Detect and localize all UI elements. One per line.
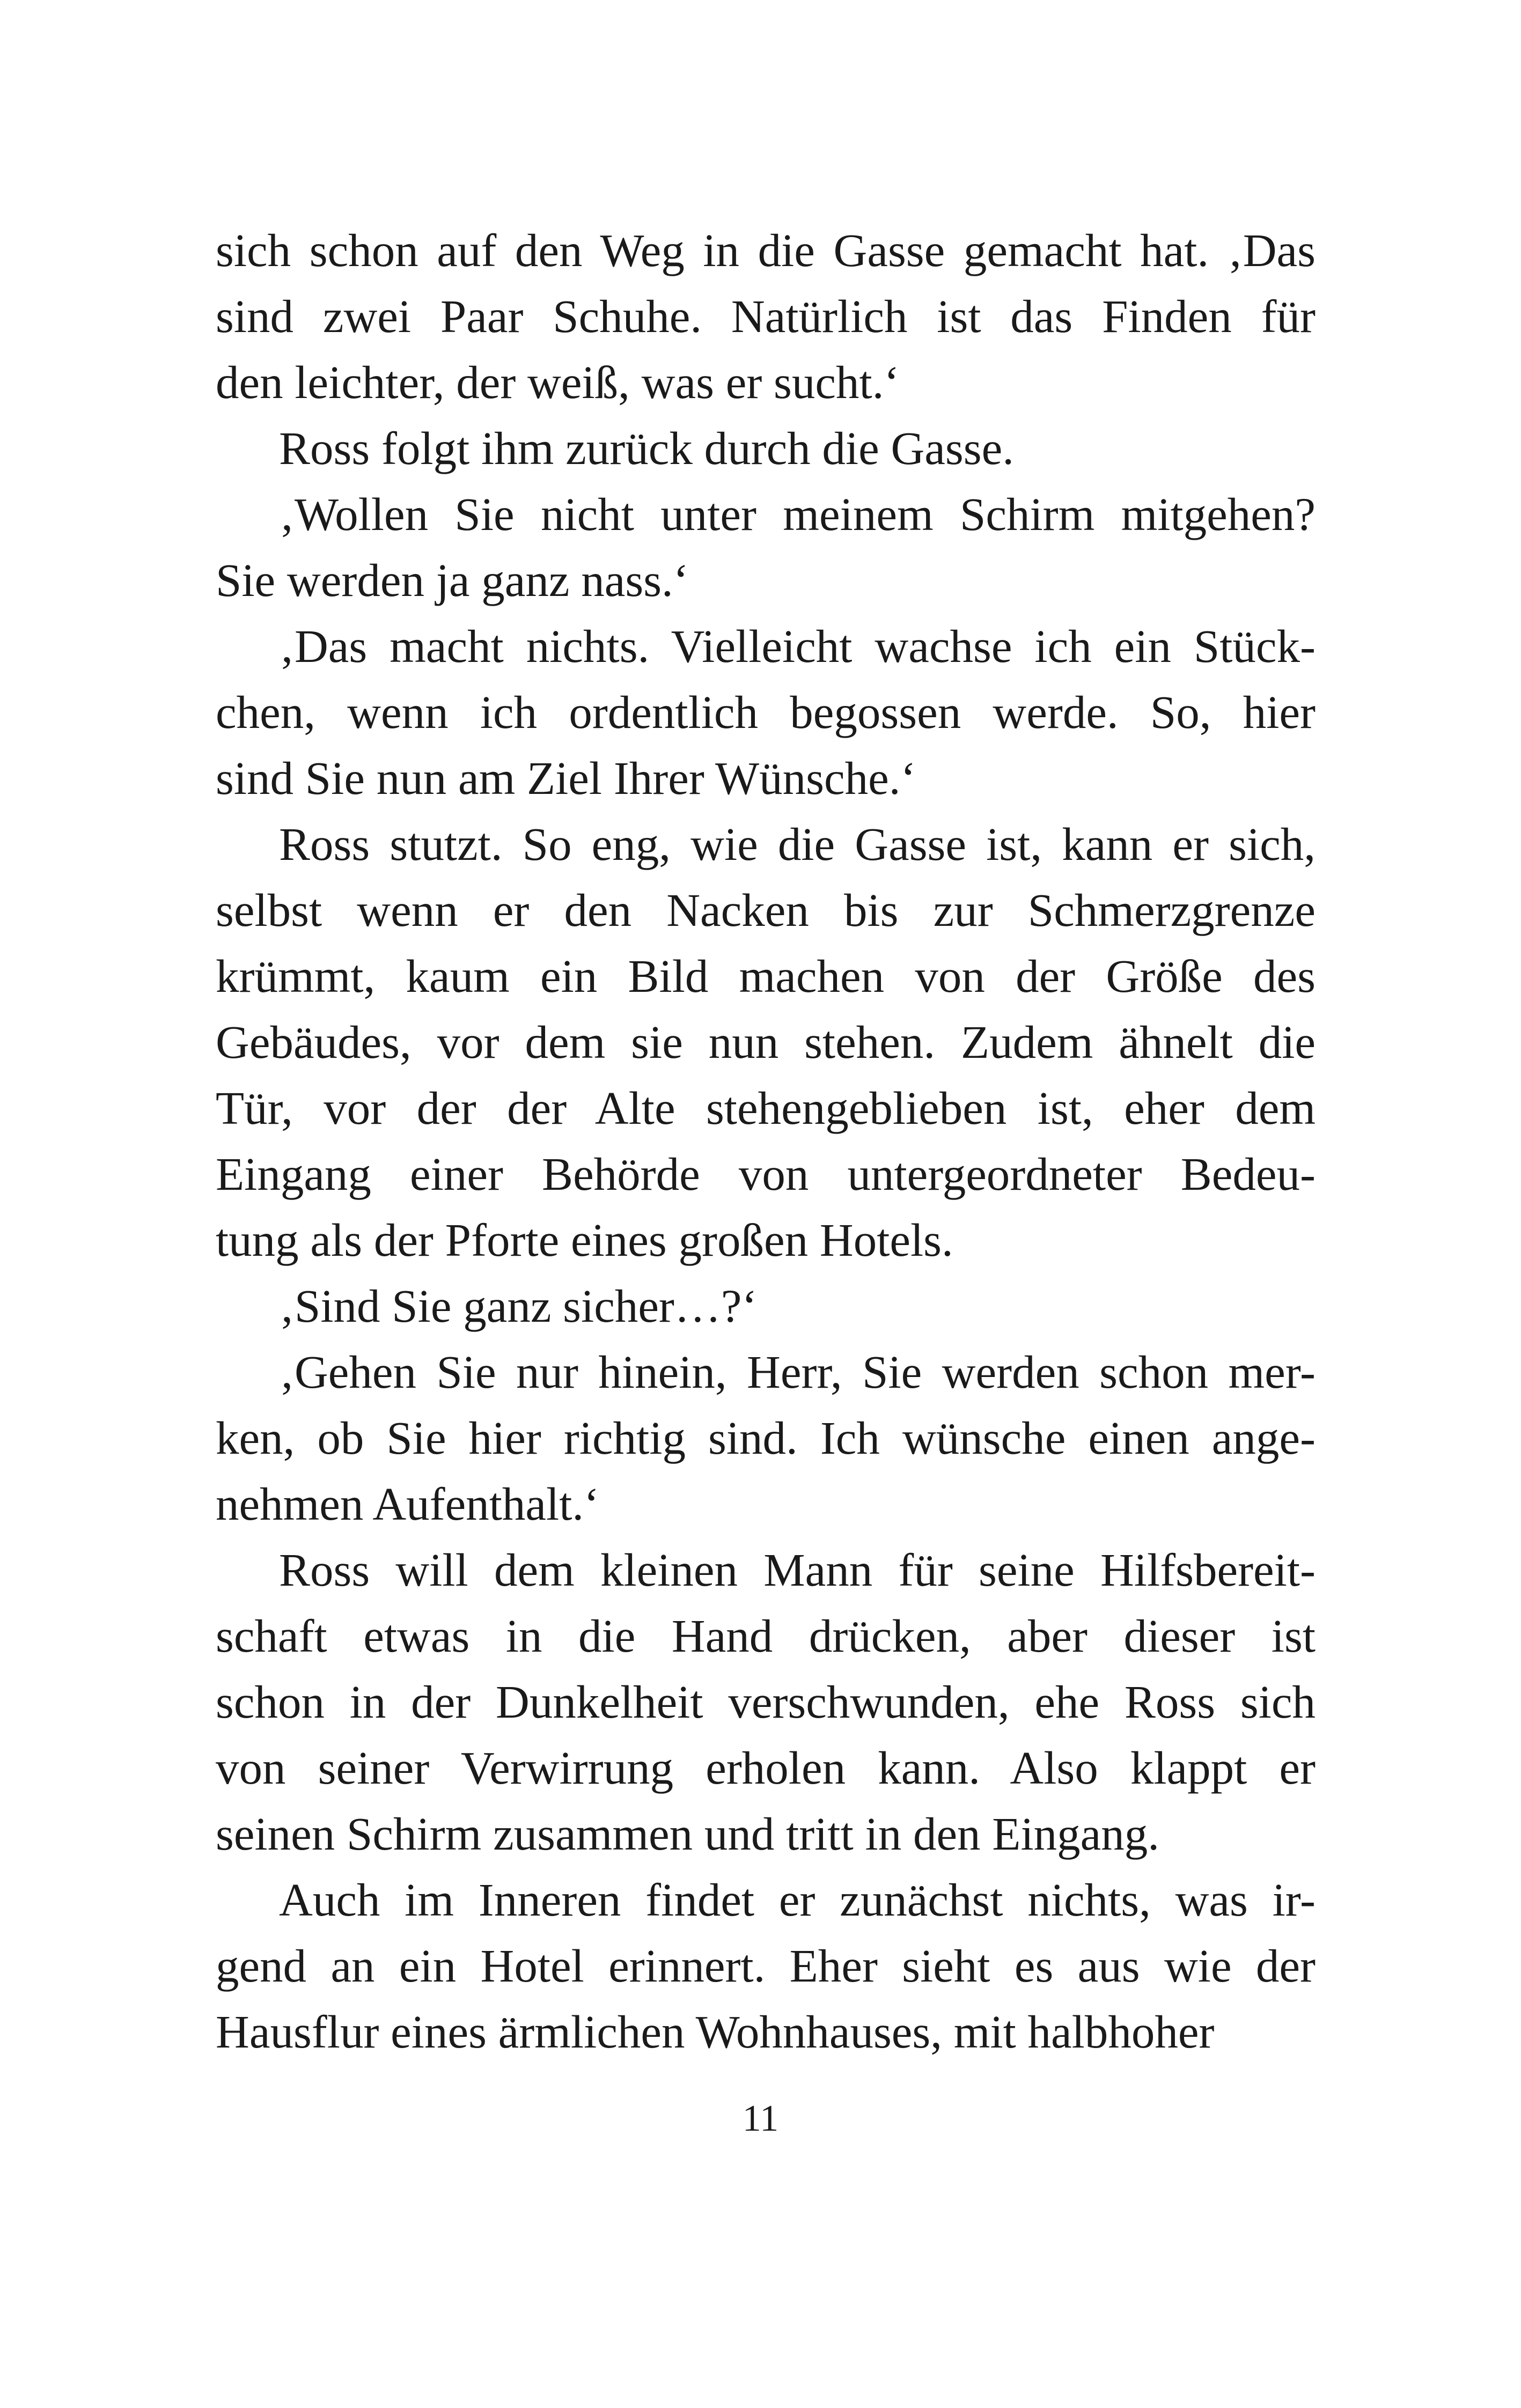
text-line: Auch im Inneren findet er zunächst nichts, was ir- bbox=[279, 1874, 1316, 1926]
text-line: ‚Gehen Sie nur hinein, Herr, Sie werden schon mer- bbox=[279, 1346, 1316, 1398]
paragraph bbox=[216, 1867, 1316, 2065]
text-line: Ross will dem kleinen Mann für seine Hilfsbereit- bbox=[279, 1544, 1316, 1596]
text-line: sich schon auf den Weg in die Gasse gemacht hat. ‚Das bbox=[216, 224, 1316, 276]
text-line: von seiner Verwirrung erholen kann. Also klappt er bbox=[216, 1742, 1316, 1794]
page-body bbox=[216, 217, 1316, 2065]
text-line: den leichter, der weiß, was er sucht.‘ bbox=[216, 356, 900, 408]
paragraph bbox=[216, 481, 1316, 613]
text-line: sind zwei Paar Schuhe. Natürlich ist das Finden für bbox=[216, 290, 1316, 342]
text-line: schon in der Dunkelheit verschwunden, ehe Ross sich bbox=[216, 1676, 1316, 1728]
text-line: gend an ein Hotel erinnert. Eher sieht es aus wie der bbox=[216, 1940, 1316, 1992]
paragraph bbox=[216, 415, 1316, 481]
text-line: seinen Schirm zusammen und tritt in den Eingang. bbox=[216, 1808, 1159, 1860]
paragraph bbox=[216, 1537, 1316, 1867]
text-line: Tür, vor der der Alte stehengeblieben ist, eher dem bbox=[216, 1082, 1316, 1134]
text-line: Eingang einer Behörde von untergeordneter Bedeu- bbox=[216, 1148, 1316, 1200]
paragraph bbox=[216, 1273, 1316, 1339]
text-line: sind Sie nun am Ziel Ihrer Wünsche.‘ bbox=[216, 752, 916, 804]
text-line: Ross stutzt. So eng, wie die Gasse ist, kann er sich, bbox=[279, 818, 1316, 870]
text-line: ken, ob Sie hier richtig sind. Ich wünsche einen ange- bbox=[216, 1412, 1316, 1464]
text-line: ‚Wollen Sie nicht unter meinem Schirm mitgehen? bbox=[279, 488, 1316, 540]
text-line: Sie werden ja ganz nass.‘ bbox=[216, 554, 689, 606]
paragraph bbox=[216, 811, 1316, 1273]
paragraph bbox=[216, 613, 1316, 811]
text-line: Gebäudes, vor dem sie nun stehen. Zudem ähnelt die bbox=[216, 1016, 1316, 1068]
paragraph bbox=[216, 217, 1316, 415]
page-number: 11 bbox=[742, 2098, 779, 2139]
text-line: schaft etwas in die Hand drücken, aber dieser ist bbox=[216, 1610, 1316, 1662]
text-line: tung als der Pforte eines großen Hotels. bbox=[216, 1214, 953, 1266]
text-line: chen, wenn ich ordentlich begossen werde. So, hier bbox=[216, 686, 1316, 738]
text-line: krümmt, kaum ein Bild machen von der Größe des bbox=[216, 950, 1316, 1002]
paragraph bbox=[216, 1339, 1316, 1537]
text-line: selbst wenn er den Nacken bis zur Schmerzgrenze bbox=[216, 884, 1316, 936]
text-line: ‚Sind Sie ganz sicher…?‘ bbox=[279, 1280, 758, 1332]
text-line: Ross folgt ihm zurück durch die Gasse. bbox=[279, 422, 1014, 474]
text-line: Hausflur eines ärmlichen Wohnhauses, mit halbhoher bbox=[216, 2006, 1215, 2058]
text-line: ‚Das macht nichts. Vielleicht wachse ich ein Stück- bbox=[279, 620, 1316, 672]
text-line: nehmen Aufenthalt.‘ bbox=[216, 1478, 600, 1530]
